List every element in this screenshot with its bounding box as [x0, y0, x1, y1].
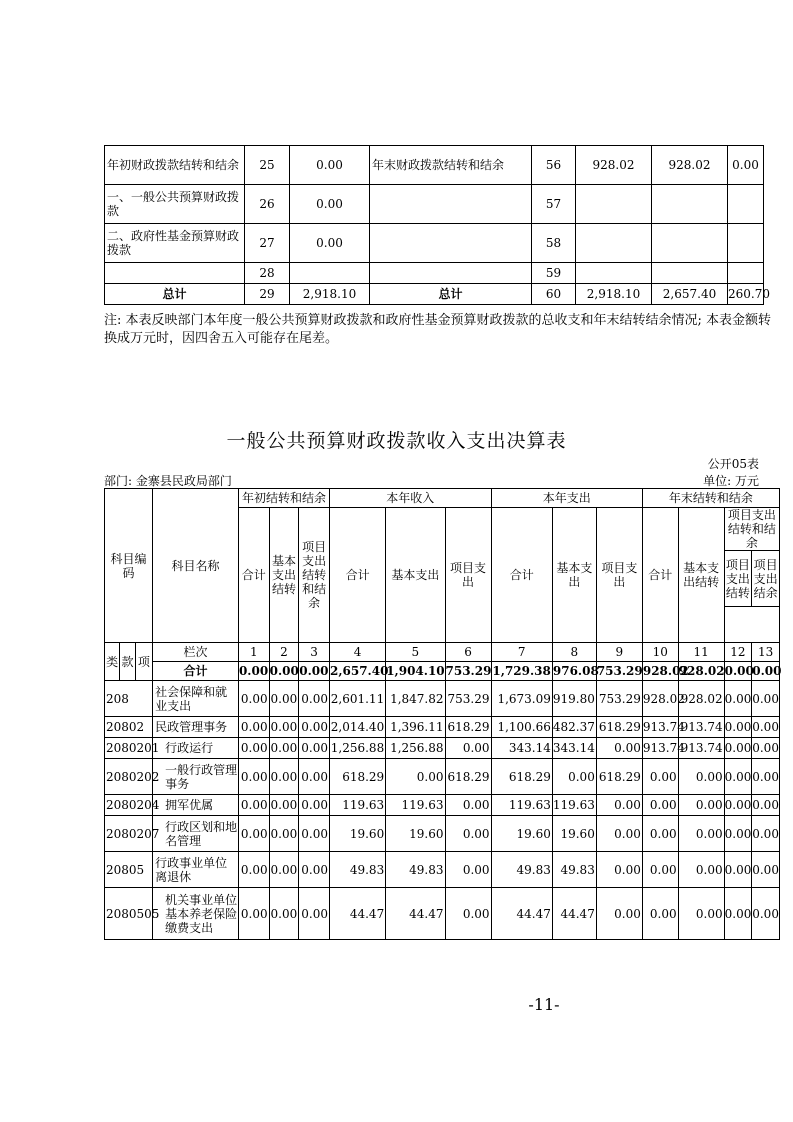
subject-name: 行政事业单位离退休 [153, 852, 239, 888]
col-header-expense-project: 项目支出 [596, 508, 642, 643]
col-number: 6 [445, 643, 491, 662]
budget-table [104, 488, 780, 940]
amount-cell: 618.29 [596, 717, 642, 738]
amount-cell: 0.00 [445, 852, 491, 888]
total-cell: 0.00 [269, 662, 299, 681]
amount-cell: 0.00 [269, 888, 299, 940]
amount-cell: 44.47 [491, 888, 552, 940]
amount-cell: 0.00 [642, 852, 678, 888]
amount-cell: 0.00 [724, 795, 752, 816]
amount-cell: 0.00 [752, 738, 780, 759]
amount-cell: 0.00 [724, 888, 752, 940]
amount-cell: 0.00 [752, 888, 780, 940]
left-line-number: 25 [245, 146, 290, 185]
col-number: 13 [752, 643, 780, 662]
amount-cell: 0.00 [724, 681, 752, 717]
total-cell: 928.02 [642, 662, 678, 681]
right-label: 总计 [370, 284, 532, 305]
col-header-project-carry-sub: 项目支出结转 [724, 551, 752, 607]
amount-cell: 0.00 [386, 759, 445, 795]
lei-header: 类 [105, 643, 120, 681]
xiang-header: 项 [135, 643, 152, 681]
col-number: 12 [724, 643, 752, 662]
group-header-opening: 年初结转和结余 [238, 489, 329, 508]
amount-cell: 343.14 [552, 738, 596, 759]
unit-label: 单位: 万元 [703, 474, 759, 488]
summary-row [105, 284, 764, 305]
amount-cell: 1,847.82 [386, 681, 445, 717]
amount-cell: 0.00 [299, 717, 330, 738]
total-cell: 0.00 [724, 662, 752, 681]
right-value-project [728, 185, 764, 224]
col-number: 2 [269, 643, 299, 662]
table-row [105, 852, 780, 888]
table-row [105, 681, 780, 717]
amount-cell: 0.00 [596, 888, 642, 940]
total-cell: 928.02 [678, 662, 724, 681]
amount-cell: 913.74 [678, 738, 724, 759]
subject-name: 机关事业单位基本养老保险缴费支出 [153, 888, 239, 940]
amount-cell: 0.00 [678, 852, 724, 888]
amount-cell: 0.00 [269, 795, 299, 816]
amount-cell: 0.00 [752, 795, 780, 816]
total-cell: 0.00 [752, 662, 780, 681]
amount-cell: 0.00 [596, 816, 642, 852]
amount-cell: 0.00 [238, 888, 269, 940]
right-label: 年末财政拨款结转和结余 [370, 146, 532, 185]
col-number: 11 [678, 643, 724, 662]
right-value-total: 2,918.10 [576, 284, 652, 305]
amount-cell: 0.00 [299, 816, 330, 852]
left-label [105, 263, 245, 284]
amount-cell: 44.47 [329, 888, 385, 940]
amount-cell: 0.00 [269, 717, 299, 738]
amount-cell: 919.80 [552, 681, 596, 717]
amount-cell: 119.63 [329, 795, 385, 816]
amount-cell: 0.00 [445, 888, 491, 940]
amount-cell: 2,601.11 [329, 681, 385, 717]
amount-cell: 343.14 [491, 738, 552, 759]
table-row [105, 738, 780, 759]
amount-cell: 0.00 [642, 816, 678, 852]
col-header-closing-total: 合计 [642, 508, 678, 643]
total-cell: 2,657.40 [329, 662, 385, 681]
col-header-expense-total: 合计 [491, 508, 552, 643]
table-row [105, 717, 780, 738]
amount-cell: 0.00 [299, 852, 330, 888]
amount-cell: 19.60 [329, 816, 385, 852]
col-header-income-basic: 基本支出 [386, 508, 445, 643]
amount-cell: 49.83 [552, 852, 596, 888]
right-value-basic [652, 224, 728, 263]
amount-cell: 913.74 [642, 738, 678, 759]
amount-cell: 618.29 [596, 759, 642, 795]
amount-cell: 119.63 [552, 795, 596, 816]
subject-code: 20802 [105, 717, 153, 738]
amount-cell: 2,014.40 [329, 717, 385, 738]
summary-row [105, 263, 764, 284]
amount-cell: 0.00 [678, 816, 724, 852]
right-value-project [728, 224, 764, 263]
summary-row [105, 185, 764, 224]
left-label: 总计 [105, 284, 245, 305]
right-value-total [576, 185, 652, 224]
amount-cell: 119.63 [386, 795, 445, 816]
left-value: 0.00 [290, 185, 370, 224]
group-header-income: 本年收入 [329, 489, 491, 508]
amount-cell: 482.37 [552, 717, 596, 738]
subject-name: 行政运行 [153, 738, 239, 759]
table-row [105, 816, 780, 852]
subject-code: 2080202 [105, 759, 153, 795]
amount-cell: 1,100.66 [491, 717, 552, 738]
right-value-project: 0.00 [728, 146, 764, 185]
amount-cell: 0.00 [724, 816, 752, 852]
left-value [290, 263, 370, 284]
subject-name: 社会保障和就业支出 [153, 681, 239, 717]
col-number: 4 [329, 643, 385, 662]
right-line-number: 57 [532, 185, 576, 224]
col-number: 9 [596, 643, 642, 662]
subject-code: 2080204 [105, 795, 153, 816]
summary-row [105, 146, 764, 185]
col-header-closing-basic: 基本支出结转 [678, 508, 724, 643]
amount-cell: 0.00 [752, 681, 780, 717]
amount-cell: 19.60 [491, 816, 552, 852]
col-number: 5 [386, 643, 445, 662]
table-row [105, 888, 780, 940]
col-header-project-surplus-sub: 项目支出结余 [752, 551, 780, 607]
col-header-project-carry: 项目支出结转和结余 [299, 508, 330, 643]
col-number: 10 [642, 643, 678, 662]
amount-cell: 0.00 [752, 816, 780, 852]
amount-cell: 49.83 [329, 852, 385, 888]
amount-cell: 0.00 [596, 795, 642, 816]
amount-cell: 0.00 [269, 852, 299, 888]
left-value: 0.00 [290, 224, 370, 263]
amount-cell: 0.00 [299, 888, 330, 940]
subject-name: 行政区划和地名管理 [153, 816, 239, 852]
subject-name: 一般行政管理事务 [153, 759, 239, 795]
total-cell: 0.00 [238, 662, 269, 681]
right-value-basic [652, 185, 728, 224]
subject-name-header: 科目名称 [153, 489, 239, 643]
amount-cell: 0.00 [752, 759, 780, 795]
right-value-basic: 928.02 [652, 146, 728, 185]
lanci-header: 栏次 [153, 643, 239, 662]
amount-cell: 928.02 [642, 681, 678, 717]
right-value-project [728, 263, 764, 284]
col-header-total: 合计 [238, 508, 269, 643]
group-header-expense: 本年支出 [491, 489, 642, 508]
subject-name: 民政管理事务 [153, 717, 239, 738]
amount-cell: 119.63 [491, 795, 552, 816]
amount-cell: 44.47 [552, 888, 596, 940]
subject-code: 208 [105, 681, 153, 717]
amount-cell: 19.60 [386, 816, 445, 852]
subject-name: 拥军优属 [153, 795, 239, 816]
amount-cell: 0.00 [642, 888, 678, 940]
amount-cell: 0.00 [269, 759, 299, 795]
page-title: 一般公共预算财政拨款收入支出决算表 [226, 430, 567, 452]
amount-cell: 753.29 [596, 681, 642, 717]
total-cell: 1,904.10 [386, 662, 445, 681]
amount-cell: 0.00 [596, 852, 642, 888]
table-row [105, 759, 780, 795]
kuan-header: 款 [120, 643, 135, 681]
right-value-total [576, 263, 652, 284]
amount-cell: 0.00 [445, 795, 491, 816]
col-header-basic-carry: 基本支出结转 [269, 508, 299, 643]
col-header-income-project: 项目支出 [445, 508, 491, 643]
col-header-expense-basic: 基本支出 [552, 508, 596, 643]
amount-cell: 0.00 [752, 852, 780, 888]
right-value-total [576, 224, 652, 263]
left-label: 年初财政拨款结转和结余 [105, 146, 245, 185]
subject-code: 20805 [105, 852, 153, 888]
summary-table [104, 145, 770, 305]
table-note: 注: 本表反映部门本年度一般公共预算财政拨款和政府性基金预算财政拨款的总收支和年末结转结余情况; 本表金额转换成万元时，因四舍五入可能存在尾差。 [104, 313, 772, 346]
amount-cell: 618.29 [445, 759, 491, 795]
table-row [105, 795, 780, 816]
subject-code: 2080201 [105, 738, 153, 759]
amount-cell: 0.00 [238, 852, 269, 888]
amount-cell: 0.00 [299, 795, 330, 816]
amount-cell: 0.00 [678, 888, 724, 940]
total-label: 合计 [153, 662, 239, 681]
right-value-basic [652, 263, 728, 284]
amount-cell: 0.00 [724, 759, 752, 795]
right-line-number: 60 [532, 284, 576, 305]
total-cell: 0.00 [299, 662, 330, 681]
total-cell: 753.29 [596, 662, 642, 681]
amount-cell: 0.00 [238, 738, 269, 759]
left-line-number: 26 [245, 185, 290, 224]
total-cell: 753.29 [445, 662, 491, 681]
amount-cell: 0.00 [642, 795, 678, 816]
amount-cell: 1,256.88 [386, 738, 445, 759]
left-label: 二、政府性基金预算财政拨款 [105, 224, 245, 263]
amount-cell: 618.29 [491, 759, 552, 795]
summary-row [105, 224, 764, 263]
page-number: -11- [528, 995, 560, 1014]
left-label: 一、一般公共预算财政拨款 [105, 185, 245, 224]
amount-cell: 0.00 [269, 681, 299, 717]
amount-cell: 0.00 [238, 759, 269, 795]
subject-code-header: 科目编码 [105, 489, 153, 643]
amount-cell: 0.00 [269, 816, 299, 852]
left-line-number: 29 [245, 284, 290, 305]
subject-code: 2080505 [105, 888, 153, 940]
amount-cell: 618.29 [445, 717, 491, 738]
right-line-number: 59 [532, 263, 576, 284]
col-header-income-total: 合计 [329, 508, 385, 643]
amount-cell: 0.00 [724, 738, 752, 759]
col-number: 7 [491, 643, 552, 662]
amount-cell: 618.29 [329, 759, 385, 795]
right-line-number: 56 [532, 146, 576, 185]
amount-cell: 0.00 [238, 795, 269, 816]
group-header-closing: 年末结转和结余 [642, 489, 779, 508]
amount-cell: 44.47 [386, 888, 445, 940]
total-cell: 1,729.38 [491, 662, 552, 681]
left-value: 2,918.10 [290, 284, 370, 305]
right-label [370, 185, 532, 224]
amount-cell: 0.00 [752, 717, 780, 738]
amount-cell: 913.74 [678, 717, 724, 738]
amount-cell: 0.00 [238, 681, 269, 717]
amount-cell: 1,396.11 [386, 717, 445, 738]
col-number: 1 [238, 643, 269, 662]
amount-cell: 753.29 [445, 681, 491, 717]
subject-code: 2080207 [105, 816, 153, 852]
amount-cell: 0.00 [552, 759, 596, 795]
col-number: 3 [299, 643, 330, 662]
right-line-number: 58 [532, 224, 576, 263]
amount-cell: 49.83 [491, 852, 552, 888]
amount-cell: 1,673.09 [491, 681, 552, 717]
amount-cell: 928.02 [678, 681, 724, 717]
left-line-number: 27 [245, 224, 290, 263]
amount-cell: 0.00 [445, 816, 491, 852]
amount-cell: 0.00 [238, 717, 269, 738]
amount-cell: 0.00 [596, 738, 642, 759]
col-number: 8 [552, 643, 596, 662]
amount-cell: 19.60 [552, 816, 596, 852]
right-label [370, 224, 532, 263]
amount-cell: 0.00 [724, 852, 752, 888]
amount-cell: 0.00 [724, 717, 752, 738]
left-value: 0.00 [290, 146, 370, 185]
amount-cell: 0.00 [678, 759, 724, 795]
amount-cell: 0.00 [238, 816, 269, 852]
left-line-number: 28 [245, 263, 290, 284]
right-value-basic: 2,657.40 [652, 284, 728, 305]
right-value-total: 928.02 [576, 146, 652, 185]
amount-cell: 0.00 [678, 795, 724, 816]
amount-cell: 1,256.88 [329, 738, 385, 759]
amount-cell: 49.83 [386, 852, 445, 888]
department-label: 部门: 金寨县民政局部门 [104, 474, 232, 488]
total-cell: 976.08 [552, 662, 596, 681]
form-number: 公开05表 [707, 457, 759, 471]
amount-cell: 0.00 [445, 738, 491, 759]
amount-cell: 913.74 [642, 717, 678, 738]
amount-cell: 0.00 [299, 681, 330, 717]
amount-cell: 0.00 [299, 738, 330, 759]
right-value-project: 260.70 [728, 284, 764, 305]
amount-cell: 0.00 [299, 759, 330, 795]
amount-cell: 0.00 [642, 759, 678, 795]
right-label [370, 263, 532, 284]
amount-cell: 0.00 [269, 738, 299, 759]
col-header-closing-project: 项目支出结转和结余 [724, 508, 779, 551]
